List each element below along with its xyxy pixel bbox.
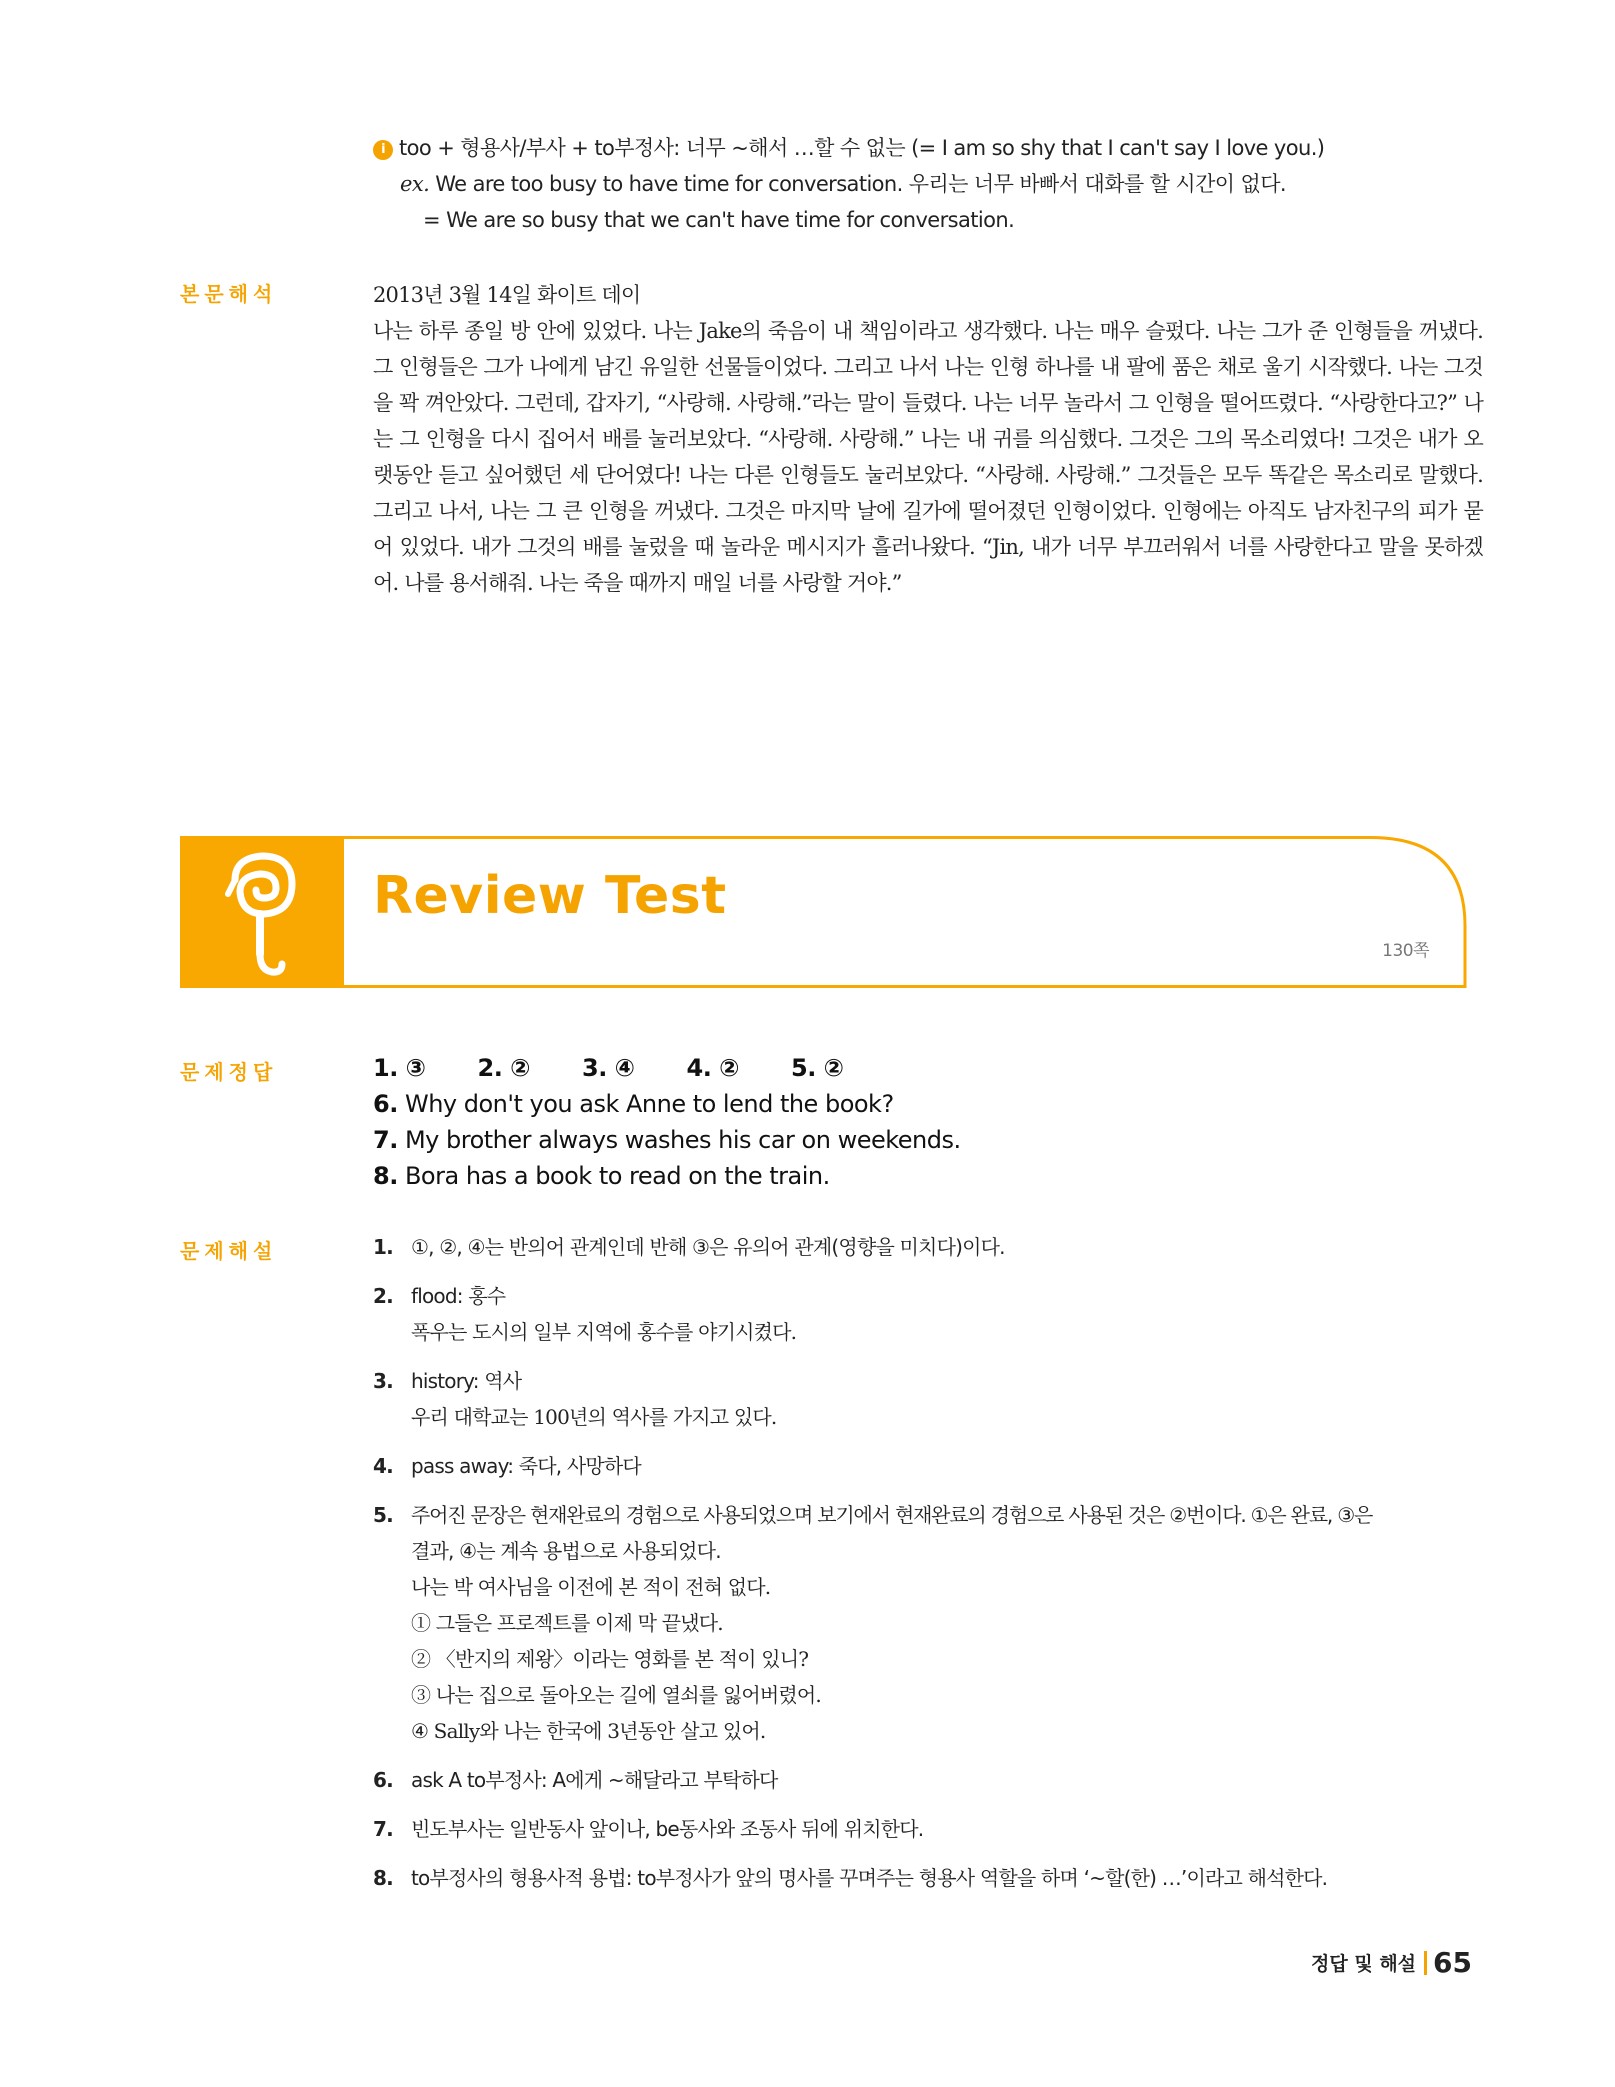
answer-8: 8. Bora has a book to read on the train. bbox=[373, 1162, 830, 1190]
answer-2: 2. ② bbox=[477, 1054, 530, 1082]
answer-4: 4. ② bbox=[686, 1054, 739, 1082]
explanation-item-8: 8. to부정사의 형용사적 용법: to부정사가 앞의 명사를 꾸며주는 형용사 역할을 하며 ‘~할(한) …’이라고 해석한다. bbox=[373, 1866, 1328, 1890]
explanation-item-7: 7. 빈도부사는 일반동사 앞이나, be동사와 조동사 뒤에 위치한다. bbox=[373, 1817, 924, 1841]
answers-block bbox=[373, 1050, 1483, 1194]
answer-1: 1. ③ bbox=[373, 1054, 426, 1082]
explanations-section-label: 문제해설 bbox=[180, 1239, 278, 1263]
explanation-item-2: 2. flood: 홍수 폭우는 도시의 일부 지역에 홍수를 야기시켰다. bbox=[373, 1284, 797, 1344]
example-sentence: We are too busy to have time for conversation. 우리는 너무 바빠서 대화를 할 시간이 없다. bbox=[435, 172, 1286, 196]
answer-6: 6. Why don't you ask Anne to lend the book? bbox=[373, 1090, 894, 1118]
circle-info-icon: i bbox=[373, 140, 393, 160]
footer-divider bbox=[1424, 1951, 1427, 1975]
answer-7: 7. My brother always washes his car on weekends. bbox=[373, 1126, 961, 1154]
answer-5: 5. ② bbox=[791, 1054, 844, 1082]
footer-label: 정답 및 해설 bbox=[1311, 1953, 1417, 1975]
explanations-list bbox=[373, 1229, 1483, 1909]
answers-section-label: 문제정답 bbox=[180, 1060, 278, 1084]
translation-heading: 2013년 3월 14일 화이트 데이 bbox=[373, 283, 641, 307]
explanation-item-4: 4. pass away: 죽다, 사망하다 bbox=[373, 1454, 641, 1478]
explanation-item-6: 6. ask A to부정사: A에게 ~해달라고 부탁하다 bbox=[373, 1768, 778, 1792]
translation-paragraph: 나는 하루 종일 방 안에 있었다. 나는 Jake의 죽음이 내 책임이라고 생각했다. 나는 매우 슬펐다. 나는 그가 준 인형들을 꺼냈다. 그 인형들은 그가 나에게 남긴 유일한 선물들이었다. 그리고 나서 나는 인형 하나를 내 팔에 품은 채로 울기 시작했다. 나는 그것을 꽉 껴안았다. 그런데, 갑자기, “사랑해. 사랑해.”라는 말이 들렸다. 나는 너무 놀라서 그 인형을 떨어뜨렸다. “사랑한다고?” 나는 그 인형을 다시 집어서 배를 눌러보았다. “사랑해. 사랑해.” 나는 내 귀를 의심했다. 그것은 그의 목소리였다! 그것은 내가 오랫동안 듣고 싶어했던 세 단어였다! 나는 다른 인형들도 눌러보았다. “사랑해. 사랑해.” 그것들은 모두 똑같은 목소리로 말했다. 그리고 나서, 나는 그 큰 인형을 꺼냈다. 그것은 마지막 날에 길가에 떨어졌던 인형이었다. 인형에는 아직도 남자친구의 피가 묻어 있었다. 내가 그것의 배를 눌렀을 때 놀라운 메시지가 흘러나왔다. “Jin, 내가 너무 부끄러워서 너를 사랑한다고 말을 못하겠어. 나를 용서해줘. 나는 죽을 때까지 매일 너를 사랑할 거야.” bbox=[373, 319, 1483, 595]
page-number: 65 bbox=[1433, 1946, 1472, 1979]
banner-title: Review Test bbox=[373, 866, 727, 926]
equivalent-sentence: = We are so busy that we can't have time for conversation. bbox=[423, 208, 1015, 232]
answer-3: 3. ④ bbox=[582, 1054, 635, 1082]
review-test-banner bbox=[180, 836, 1467, 988]
page-footer bbox=[1311, 1946, 1472, 1979]
grammar-note-rule: too + 형용사/부사 + to부정사: 너무 ~해서 …할 수 없는 (= I am so shy that I can't say I love you.) bbox=[399, 136, 1325, 160]
banner-page-reference: 130쪽 bbox=[1382, 941, 1429, 961]
multiple-choice-answers bbox=[373, 1050, 1483, 1086]
example-label: ex. bbox=[400, 172, 430, 196]
grammar-note bbox=[373, 130, 1483, 238]
explanation-item-1: 1. ①, ②, ④는 반의어 관계인데 반해 ③은 유의어 관계(영향을 미치다)이다. bbox=[373, 1235, 1005, 1259]
explanation-item-3: 3. history: 역사 우리 대학교는 100년의 역사를 가지고 있다. bbox=[373, 1369, 777, 1429]
translation-section-label: 본문해석 bbox=[180, 282, 278, 306]
translation-body bbox=[373, 277, 1483, 601]
explanation-item-5: 5. 주어진 문장은 현재완료의 경험으로 사용되었으며 보기에서 현재완료의 경험으로 사용된 것은 ②번이다. ①은 완료, ③은 결과, ④는 계속 용법으로 사용되었다. 나는 박 여사님을 이전에 본 적이 전혀 없다. ① 그들은 프로젝트를 이제 막 끝냈다. ② 〈반지의 제왕〉이라는 영화를 본 적이 있니? ③ 나는 집으로 돌아오는 길에 열쇠를 잃어버렸어. ④ Sally와 나는 한국에 3년동안 살고 있어. bbox=[373, 1503, 1373, 1743]
